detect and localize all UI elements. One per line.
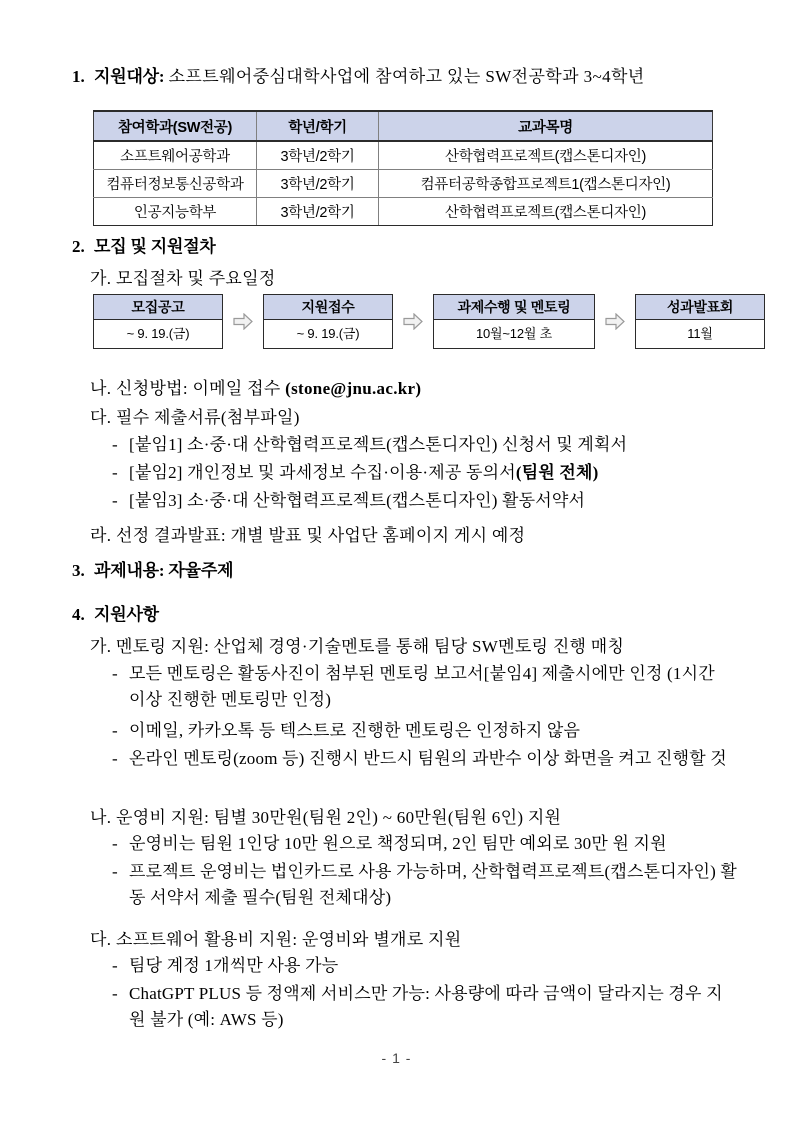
item-text: 운영비 지원: 팀별 30만원(팀원 2인) ~ 60만원(팀원 6인) 지원 [116, 808, 562, 827]
table-cell: 산학협력프로젝트(캡스톤디자인) [379, 198, 713, 226]
section-2-c-item [112, 488, 735, 514]
section-4-b-item [112, 859, 743, 912]
flow-step-period: 10월~12월 초 [476, 326, 552, 341]
item-text: 필수 제출서류(첨부파일) [116, 408, 300, 427]
item-text-emphasis: (팀원 전체) [515, 463, 599, 482]
dash-marker: - [112, 862, 118, 881]
table-header-row [94, 111, 713, 141]
item-marker: 다. [90, 408, 112, 427]
section-2-c-item [112, 460, 735, 486]
table-cell: 소프트웨어공학과 [94, 141, 257, 170]
section-4-a-item [112, 661, 730, 714]
arrow-right-outline-icon [393, 313, 433, 330]
item-text: 선정 결과발표: 개별 발표 및 사업단 홈페이지 게시 예정 [116, 526, 526, 545]
flow-step-title: 성과발표회 [636, 295, 764, 320]
item-text: 모든 멘토링은 활동사진이 첨부된 멘토링 보고서[붙임4] 제출시에만 인정 (1시간 이상 진행한 멘토링만 인정) [129, 664, 715, 710]
section-1-heading [72, 62, 738, 87]
page-number: - 1 - [381, 1050, 412, 1066]
flow-step-period: ~ 9. 19.(금) [126, 326, 190, 341]
item-text: [붙임2] 개인정보 및 과세정보 수집·이용·제공 동의서 [129, 463, 516, 482]
section-2-title: 모집 및 지원절차 [94, 237, 216, 256]
section-2-item-c [90, 403, 738, 428]
section-4-title: 지원사항 [94, 605, 159, 624]
dash-marker: - [112, 956, 118, 975]
section-2-item-b [90, 374, 738, 399]
flow-step [263, 294, 393, 349]
eligible-departments-table-wrapper [93, 110, 712, 226]
flow-step-period: ~ 9. 19.(금) [296, 326, 360, 341]
dash-marker: - [112, 721, 118, 740]
item-marker: 나. [90, 379, 112, 398]
section-4-item-c [90, 925, 738, 950]
flow-step [635, 294, 765, 349]
section-3-heading [72, 556, 738, 581]
section-2-heading [72, 232, 738, 257]
table-row [94, 198, 713, 226]
section-4-a-item [112, 746, 730, 772]
table-header-cell: 참여학과(SW전공) [94, 111, 257, 141]
section-3-title: 과제내용: 자율주제 [94, 561, 234, 580]
flow-step [433, 294, 595, 349]
item-text: 온라인 멘토링(zoom 등) 진행시 반드시 팀원의 과반수 이상 화면을 켜고 진행할 것 [129, 749, 727, 768]
item-text: 멘토링 지원: 산업체 경영·기술멘토를 통해 팀당 SW멘토링 진행 매칭 [116, 637, 625, 656]
item-text: 모집절차 및 주요일정 [116, 269, 276, 288]
table-row [94, 170, 713, 198]
item-text: 팀당 계정 1개씩만 사용 가능 [129, 956, 339, 975]
dash-marker: - [112, 491, 118, 510]
item-marker: 가. [90, 269, 112, 288]
section-2-item-a [90, 264, 738, 289]
dash-marker: - [112, 984, 118, 1003]
section-2-c-item [112, 432, 735, 458]
dash-marker: - [112, 834, 118, 853]
section-4-a-item [112, 718, 735, 744]
section-1-number: 1. [72, 67, 85, 86]
item-text: ChatGPT PLUS 등 정액제 서비스만 가능: 사용량에 따라 금액이 달라지는 경우 지원 불가 (예: AWS 등) [129, 984, 723, 1030]
section-2-number: 2. [72, 237, 85, 256]
section-4-number: 4. [72, 605, 85, 624]
item-text: 신청방법: 이메일 접수 [116, 379, 286, 398]
item-text: 이메일, 카카오톡 등 텍스트로 진행한 멘토링은 인정하지 않음 [129, 721, 581, 740]
section-4-b-item [112, 831, 743, 857]
section-4-heading [72, 600, 738, 625]
table-cell: 3학년/2학기 [257, 198, 379, 226]
table-cell: 3학년/2학기 [257, 141, 379, 170]
section-2-item-d [90, 521, 738, 546]
flow-step-period: 11월 [687, 326, 713, 341]
dash-marker: - [112, 664, 118, 683]
flow-step-title: 모집공고 [94, 295, 222, 320]
eligible-departments-table [93, 110, 713, 226]
flow-step-title: 지원접수 [264, 295, 392, 320]
table-cell: 산학협력프로젝트(캡스톤디자인) [379, 141, 713, 170]
table-cell: 3학년/2학기 [257, 170, 379, 198]
section-4-c-item [112, 953, 735, 979]
dash-marker: - [112, 463, 118, 482]
flow-step-title: 과제수행 및 멘토링 [434, 295, 594, 320]
contact-email: (stone@jnu.ac.kr) [285, 379, 422, 398]
table-row [94, 141, 713, 170]
arrow-right-outline-icon [223, 313, 263, 330]
dash-marker: - [112, 749, 118, 768]
table-header-cell: 교과목명 [379, 111, 713, 141]
item-text: 프로젝트 운영비는 법인카드로 사용 가능하며, 산학협력프로젝트(캡스톤디자인) 활동 서약서 제출 필수(팀원 전체대상) [129, 862, 738, 908]
table-cell: 인공지능학부 [94, 198, 257, 226]
section-4-item-b [90, 803, 738, 828]
item-marker: 라. [90, 526, 112, 545]
item-marker: 가. [90, 637, 112, 656]
dash-marker: - [112, 435, 118, 454]
arrow-right-outline-icon [595, 313, 635, 330]
item-marker: 나. [90, 808, 112, 827]
table-header-cell: 학년/학기 [257, 111, 379, 141]
section-4-item-a [90, 632, 738, 657]
table-cell: 컴퓨터정보통신공학과 [94, 170, 257, 198]
item-text: 운영비는 팀원 1인당 10만 원으로 책정되며, 2인 팀만 예외로 30만 원 지원 [129, 834, 667, 853]
table-cell: 컴퓨터공학종합프로젝트1(캡스톤디자인) [379, 170, 713, 198]
schedule-flowchart [93, 294, 765, 349]
section-4-c-item [112, 981, 735, 1034]
item-text: 소프트웨어 활용비 지원: 운영비와 별개로 지원 [116, 930, 462, 949]
item-text: [붙임3] 소·중·대 산학협력프로젝트(캡스톤디자인) 활동서약서 [129, 491, 586, 510]
section-1-rest: 소프트웨어중심대학사업에 참여하고 있는 SW전공학과 3~4학년 [168, 67, 645, 86]
section-1-key: 지원대상: [94, 67, 165, 86]
item-marker: 다. [90, 930, 112, 949]
section-3-number: 3. [72, 561, 85, 580]
item-text: [붙임1] 소·중·대 산학협력프로젝트(캡스톤디자인) 신청서 및 계획서 [129, 435, 628, 454]
flow-step [93, 294, 223, 349]
